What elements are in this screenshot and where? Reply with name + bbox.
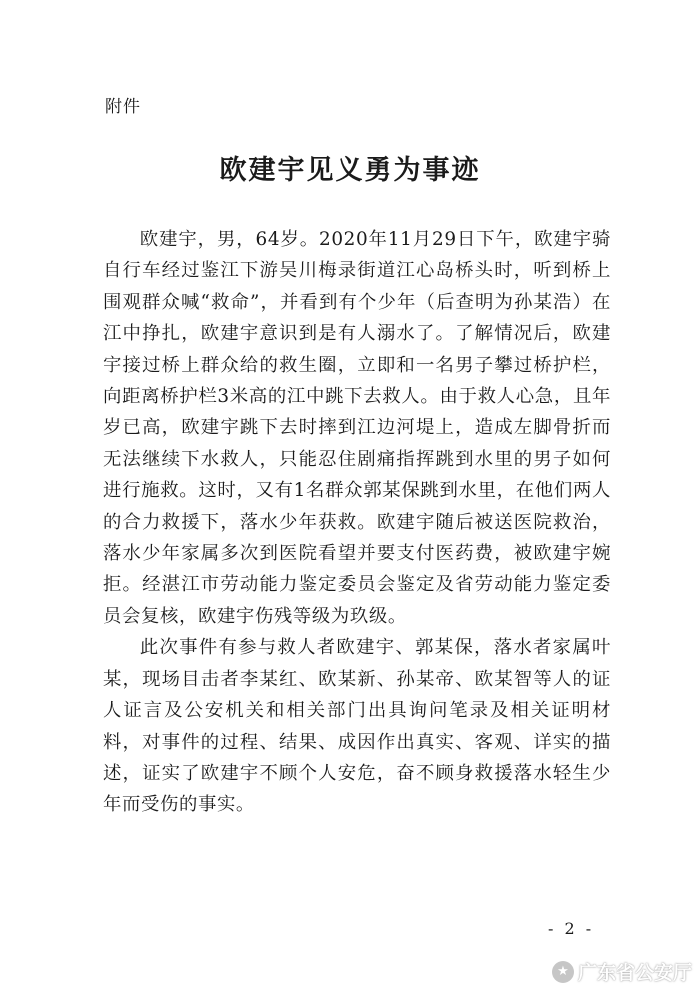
body-paragraph: 欧建宇，男，64岁。2020年11月29日下午，欧建宇骑自行车经过鉴江下游吴川梅录街道江心岛桥头时，听到桥上围观群众喊“救命”，并看到有个少年（后查明为孙某浩）在江中挣扎，欧建宇意识到是有人溺水了。了解情况后，欧建宇接过桥上群众给的救生圈，立即和一名男子攀过桥护栏，向距离桥护栏3米高的江中跳下去救人。由于救人心急，且年岁已高，欧建宇跳下去时摔到江边河堤上，造成左脚骨折而无法继续下水救人，只能忍住剧痛指挥跳到水里的男子如何进行施救。这时，又有1名群众郭某保跳到水里，在他们两人的合力救援下，落水少年获救。欧建宇随后被送医院救治，落水少年家属多次到医院看望并要支付医药费，被欧建宇婉拒。经湛江市劳动能力鉴定委员会鉴定及省劳动能力鉴定委员会复核，欧建宇伤残等级为玖级。: [103, 229, 611, 627]
document-body: [103, 224, 611, 821]
watermark-text: 广东省公安厅: [577, 962, 692, 984]
page-number: - 2 -: [548, 919, 595, 938]
page-title: 欧建宇见义勇为事迹: [219, 155, 481, 186]
police-badge-icon: ★: [552, 961, 574, 983]
attachment-label: 附件: [105, 97, 141, 117]
watermark: [552, 958, 692, 985]
body-paragraph: 此次事件有参与救人者欧建宇、郭某保，落水者家属叶某，现场目击者李某红、欧某新、孙某帝、欧某智等人的证人证言及公安机关和相关部门出具询问笔录及相关证明材料，对事件的过程、结果、成因作出真实、客观、详实的描述，证实了欧建宇不顾个人安危，奋不顾身救援落水轻生少年而受伤的事实。: [103, 637, 611, 816]
